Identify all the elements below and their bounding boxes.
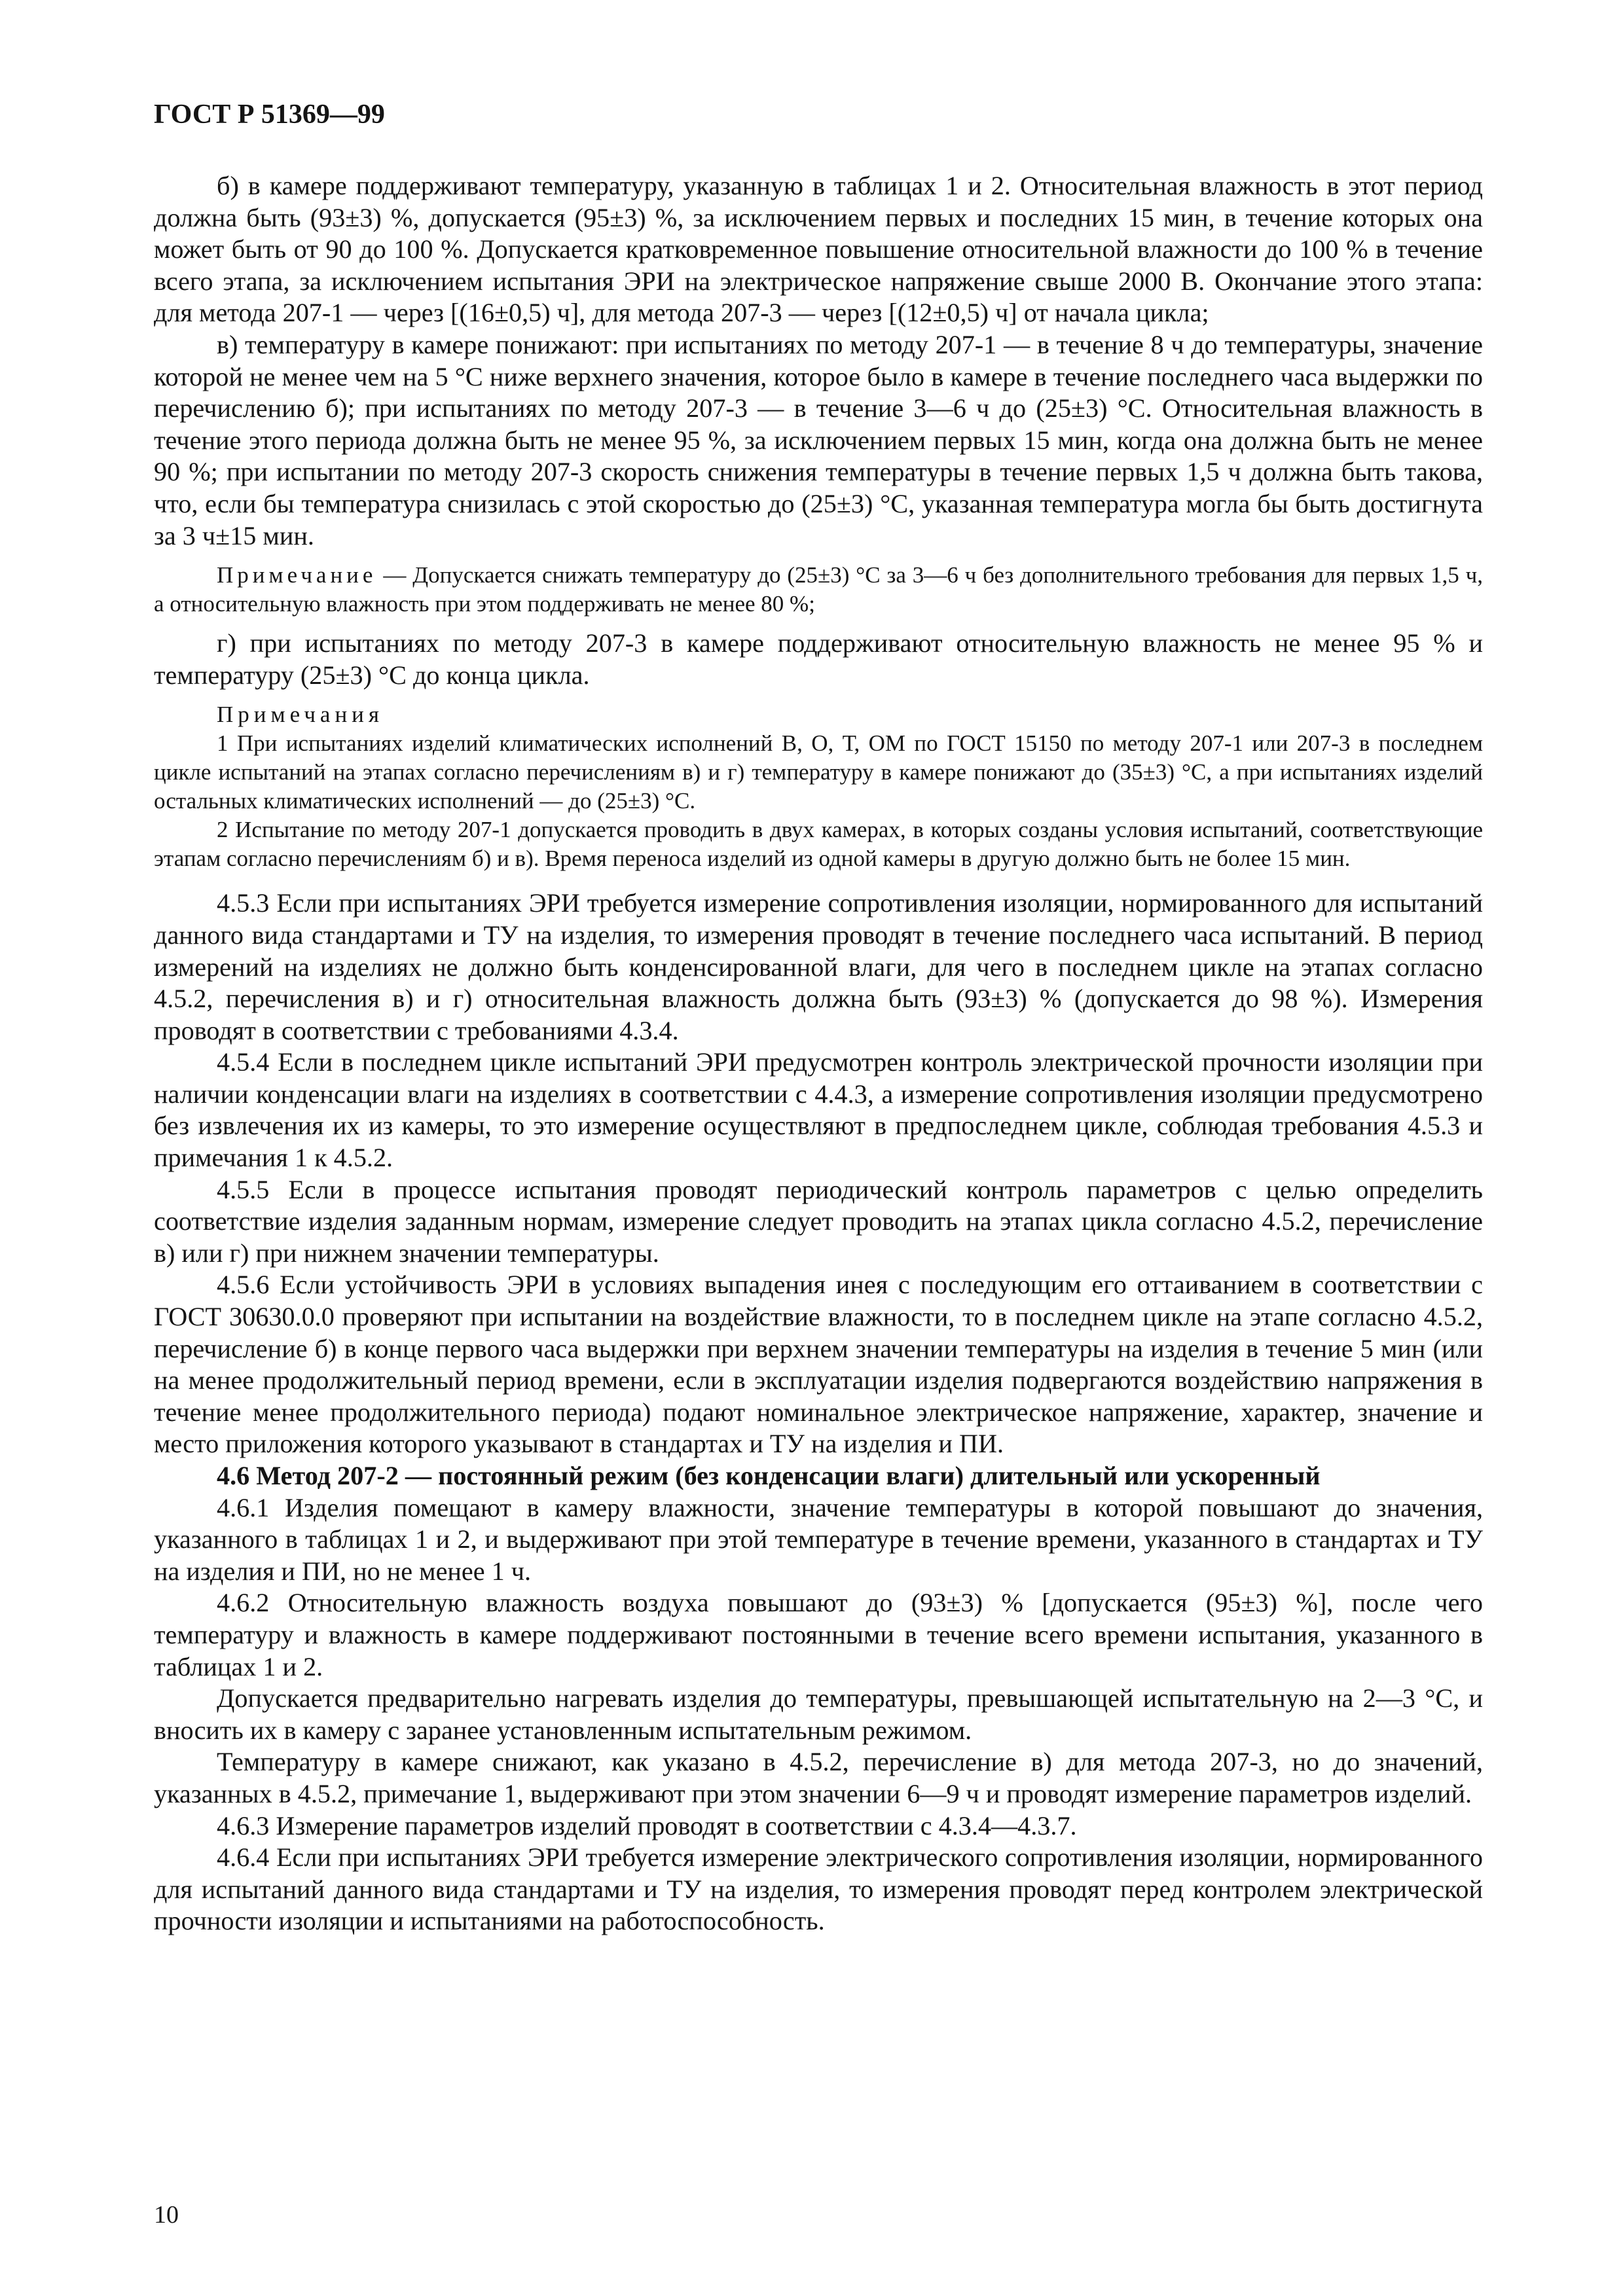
page-number: 10 <box>154 2201 179 2229</box>
paragraph-4-6-4: 4.6.4 Если при испытаниях ЭРИ требуется измерение электрического сопротивления изоляции, нормированного для испытаний данного вида стандартами и ТУ на изделия, то измерения проводят перед контролем электрической прочности изоляции и испытаниями на работоспособность. <box>154 1842 1483 1936</box>
paragraph-4-5-4: 4.5.4 Если в последнем цикле испытаний ЭРИ предусмотрен контроль электрической прочности изоляции при наличии конденсации влаги на изделиях в соответствии с 4.4.3, а измерение сопротивления изоляции предусмотрено без извлечения их из камеры, то это измерение осуществляют в предпоследнем цикле, соблюдая требования 4.5.3 и примечания 1 к 4.5.2. <box>154 1047 1483 1173</box>
paragraph-item-g: г) при испытаниях по методу 207-3 в камере поддерживают относительную влажность не менее 95 % и температуру (25±3) °С до конца цикла. <box>154 628 1483 690</box>
document-page <box>154 98 1483 1937</box>
note-2-2: 2 Испытание по методу 207-1 допускается проводить в двух камерах, в которых созданы условия испытаний, соответствующие этапам согласно перечислениям б) и в). Время переноса изделий из одной камеры в другую должно быть не более 15 мин. <box>154 817 1483 872</box>
standard-header: ГОСТ Р 51369—99 <box>154 99 385 130</box>
paragraph-4-6-1: 4.6.1 Изделия помещают в камеру влажности, значение температуры в которой повышают до значения, указанного в таблицах 1 и 2, и выдерживают при этой температуре в течение времени, указанного в стандартах и ТУ на изделия и ПИ, но не менее 1 ч. <box>154 1492 1483 1586</box>
paragraph-4-6-2: 4.6.2 Относительную влажность воздуха повышают до (93±3) % [допускается (95±3) %], после чего температуру и влажность в камере поддерживают постоянными в течение всего времени испытания, указанного в таблицах 1 и 2. <box>154 1588 1483 1681</box>
note-2-1: 1 При испытаниях изделий климатических исполнений В, О, Т, ОМ по ГОСТ 15150 по методу 207-1 или 207-3 в последнем цикле испытаний на этапах согласно перечислениям в) и г) температуру в камере понижают до (35±3) °С, а при испытаниях изделий остальных климатических исполнений — до (25±3) °С. <box>154 730 1483 814</box>
paragraph-4-5-6: 4.5.6 Если устойчивость ЭРИ в условиях выпадения инея с последующим его оттаиванием в соответствии с ГОСТ 30630.0.0 проверяют при испытании на воздействие влажности, то в последнем цикле на этапе согласно 4.5.2, перечисление б) в конце первого часа выдержки при верхнем значении температуры на изделия в течение 5 мин (или на менее продолжительный период времени, если в эксплуатации изделия подвергаются воздействию напряжения в течение менее продолжительного периода) подают номинальное электрическое напряжение, характер, значение и место приложения которого указывают в стандартах и ТУ на изделия и ПИ. <box>154 1270 1483 1459</box>
paragraph-item-v: в) температуру в камере понижают: при испытаниях по методу 207-1 — в течение 8 ч до температуры, значение которой не менее чем на 5 °С ниже верхнего значения, которое было в камере в течение последнего часа выдержки по перечислению б); при испытаниях по методу 207-3 — в течение 3—6 ч до (25±3) °С. Относительная влажность в течение этого периода должна быть не менее 95 %, за исключением первых 15 мин, когда она должна быть не менее 90 %; при испытании по методу 207-3 скорость снижения температуры в течение первых 1,5 ч должна быть такова, что, если бы температура снизилась с этой скоростью до (25±3) °С, указанная температура могла бы быть достигнута за 3 ч±15 мин. <box>154 329 1483 550</box>
paragraph-4-5-5: 4.5.5 Если в процессе испытания проводят периодический контроль параметров с целью определить соответствие изделия заданным нормам, измерение следует проводить на этапах цикла согласно 4.5.2, перечисление в) или г) при нижнем значении температуры. <box>154 1174 1483 1268</box>
note-1-text: — Допускается снижать температуру до (25±3) °С за 3—6 ч без дополнительного требования для первых 1,5 ч, а относительную влажность при этом поддерживать не менее 80 %; <box>154 562 1483 617</box>
section-heading-4-6: 4.6 Метод 207-2 — постоянный режим (без конденсации влаги) длительный или ускоренный <box>217 1461 1321 1490</box>
paragraph-4-6-3: 4.6.3 Измерение параметров изделий проводят в соответствии с 4.3.4—4.3.7. <box>217 1810 1077 1840</box>
paragraph-4-6-2-preheat: Допускается предварительно нагревать изделия до температуры, превышающей испытательную на 2—3 °С, и вносить их в камеру с заранее установленным испытательным режимом. <box>154 1683 1483 1745</box>
note-1-label: Примечание <box>217 562 377 588</box>
note-1 <box>154 561 1483 619</box>
paragraph-4-6-2-cooling: Температуру в камере снижают, как указано в 4.5.2, перечисление в) для метода 207-3, но до значений, указанных в 4.5.2, примечание 1, выдерживают при этом значении 6—9 ч и проводят измерение параметров изделий. <box>154 1747 1483 1808</box>
paragraph-item-b: б) в камере поддерживают температуру, указанную в таблицах 1 и 2. Относительная влажность в этот период должна быть (93±3) %, допускается (95±3) %, за исключением первых и последних 15 мин, в течение которых она может быть от 90 до 100 %. Допускается кратковременное повышение относительной влажности до 100 % в течение всего этапа, за исключением испытания ЭРИ на электрическое напряжение свыше 2000 В. Окончание этого этапа: для метода 207-1 — через [(16±0,5) ч], для метода 207-3 — через [(12±0,5) ч] от начала цикла; <box>154 171 1483 328</box>
paragraph-4-5-3: 4.5.3 Если при испытаниях ЭРИ требуется измерение сопротивления изоляции, нормированного для испытаний данного вида стандартами и ТУ на изделия, то измерения проводят в течение последнего часа испытаний. В период измерений на изделиях не должно быть конденсированной влаги, для чего в последнем цикле на этапах согласно 4.5.2, перечисления в) и г) относительная влажность должна быть (93±3) % (допускается до 98 %). Измерения проводят в соответствии с требованиями 4.3.4. <box>154 888 1483 1045</box>
notes-title: Примечания <box>217 702 384 728</box>
